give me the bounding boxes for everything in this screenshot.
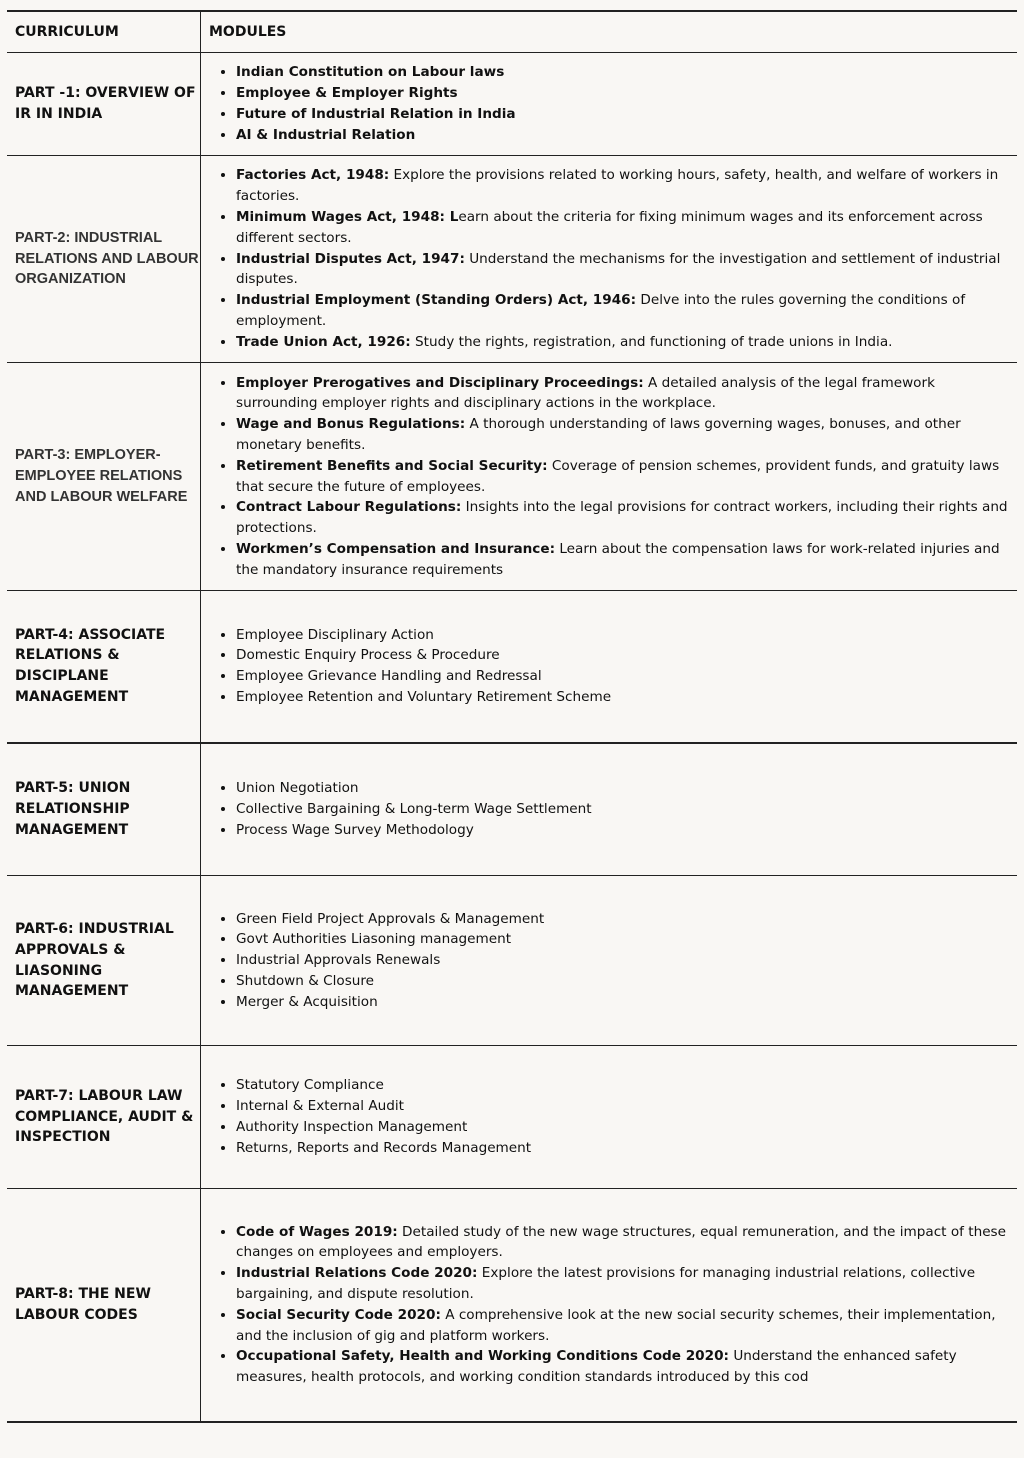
module-item-text: Learn about the compensation laws for work-related injuries and the mandatory insurance requirements [236,540,1000,578]
part-title: PART -1: OVERVIEW OF IR IN INDIA [7,53,201,156]
module-item-text: A thorough understanding of laws governing wages, bonuses, and other monetary benefits. [236,416,961,453]
table-row [7,53,1017,156]
table-row [7,156,1017,363]
module-list [209,625,1017,708]
module-item [236,62,1009,83]
module-item-text: Explore the latest provisions for managing industrial relations, collective bargaining, and dispute resolution. [236,1265,976,1302]
module-item-text: Domestic Enquiry Process & Procedure [236,647,500,664]
module-item [236,992,1009,1013]
module-item [236,778,1009,799]
module-item-heading: Trade Union Act, 1926: [236,333,411,350]
module-item-text: Shutdown & Closure [236,972,375,989]
module-item [236,1346,1009,1388]
module-item [236,456,1009,498]
module-item [236,373,1009,415]
module-item-text: A comprehensive look at the new social security schemes, their implementation, and the inclusion of gig and platform workers. [236,1306,996,1344]
module-item [236,625,1009,646]
module-list [209,1222,1017,1388]
module-item-text: Green Field Project Approvals & Management [236,910,545,927]
module-item-text: Employee Grievance Handling and Redressal [236,668,542,685]
module-item [236,125,1009,146]
module-item-heading: Factories Act, 1948: [236,167,390,184]
module-item-text: earn about the criteria for fixing minimum wages and its enforcement across different sectors. [236,209,983,246]
module-list [209,62,1017,145]
module-item-text: Returns, Reports and Records Management [236,1139,532,1156]
module-item-heading: Social Security Code 2020: [236,1306,441,1323]
module-item-text: Authority Inspection Management [236,1119,468,1135]
module-item [236,1117,1009,1138]
module-item-text: A detailed analysis of the legal framework surrounding employer rights and disciplinary actions in the workplace. [236,374,935,412]
module-item [236,820,1009,841]
module-item-text: Detailed study of the new wage structures, equal remuneration, and the impact of these changes on employees and employers. [236,1223,1006,1261]
module-item [236,1138,1009,1159]
module-list [209,373,1017,581]
modules-column-header: MODULES [201,11,1018,53]
module-item-text: Understand the mechanisms for the investigation and settlement of industrial disputes. [236,250,1001,288]
module-item [236,929,1009,950]
module-item [236,207,1009,249]
module-item-text: Study the rights, registration, and functioning of trade unions in India. [410,333,893,350]
curriculum-table [7,10,1017,1423]
module-item-heading: Employee & Employer Rights [236,85,458,102]
modules-cell [201,1046,1018,1189]
module-item-heading: Indian Constitution on Labour laws [236,64,505,81]
module-item-heading: Industrial Employment (Standing Orders) Act, 1946: [236,292,637,309]
part-title: PART-5: UNION RELATIONSHIP MANAGEMENT [7,743,201,876]
module-item [236,1075,1009,1096]
module-item-heading: Occupational Safety, Health and Working Conditions Code 2020: [236,1348,729,1365]
module-item-text: Union Negotiation [236,780,359,797]
module-item-text: Understand the enhanced safety measures, health protocols, and working condition standards introduced by this cod [236,1348,957,1386]
module-list [209,909,1017,1013]
modules-cell [201,876,1018,1046]
table-row [7,743,1017,876]
module-item [236,799,1009,820]
table-row [7,876,1017,1046]
module-item-text: Insights into the legal provisions for contract workers, including their rights and protections. [236,499,1008,537]
modules-cell [201,363,1018,591]
module-item [236,909,1009,930]
module-item [236,165,1009,207]
module-item [236,539,1009,581]
part-title: PART-7: LABOUR LAW COMPLIANCE, AUDIT & INSPECTION [7,1046,201,1189]
module-item [236,645,1009,666]
module-item-text: Process Wage Survey Methodology [236,821,474,838]
curriculum-column-header: CURRICULUM [7,11,201,53]
module-item-heading: Future of Industrial Relation in India [236,106,516,122]
module-item-text: Employee Retention and Voluntary Retirement Scheme [236,689,612,706]
module-item-text: Employee Disciplinary Action [236,626,434,643]
part-title: PART-6: INDUSTRIAL APPROVALS & LIASONING MANAGEMENT [7,876,201,1046]
module-item [236,1263,1009,1305]
module-list [209,165,1017,352]
module-item-text: Coverage of pension schemes, provident funds, and gratuity laws that secure the future of employees. [236,457,1000,495]
part-title: PART-4: ASSOCIATE RELATIONS & DISCIPLANE MANAGEMENT [7,591,201,743]
module-item [236,1305,1009,1347]
module-item [236,83,1009,104]
module-item-text: Industrial Approvals Renewals [236,952,441,969]
module-item-heading: Industrial Disputes Act, 1947: [236,250,465,267]
module-item [236,950,1009,971]
module-item [236,249,1009,291]
module-item-text: Statutory Compliance [236,1077,384,1094]
table-row [7,1189,1017,1422]
table-header-row [7,11,1017,53]
module-item-text: Delve into the rules governing the conditions of employment. [236,292,966,329]
modules-cell [201,156,1018,363]
module-item [236,414,1009,456]
module-item-text: Internal & External Audit [236,1098,405,1115]
table-row [7,363,1017,591]
module-item-text: Govt Authorities Liasoning management [236,931,512,948]
modules-cell [201,591,1018,743]
modules-cell [201,743,1018,876]
module-item-heading: Code of Wages 2019: [236,1223,398,1240]
module-item-text: Merger & Acquisition [236,993,378,1010]
module-item-heading: AI & Industrial Relation [236,126,416,143]
module-item [236,104,1009,125]
table-row [7,1046,1017,1189]
module-item [236,290,1009,332]
module-item [236,332,1009,353]
module-item [236,1096,1009,1117]
part-title: PART-8: THE NEW LABOUR CODES [7,1189,201,1422]
module-item-heading: Retirement Benefits and Social Security: [236,457,548,474]
modules-cell [201,1189,1018,1422]
module-item-text: Explore the provisions related to working hours, safety, health, and welfare of workers in factories. [236,167,999,205]
module-item [236,497,1009,539]
module-item-heading: Contract Labour Regulations: [236,499,462,516]
module-item [236,1222,1009,1264]
module-item [236,971,1009,992]
modules-cell [201,53,1018,156]
module-item-heading: Workmen’s Compensation and Insurance: [236,540,556,557]
module-item-heading: Industrial Relations Code 2020: [236,1265,478,1282]
module-item-heading: Minimum Wages Act, 1948: L [236,209,459,225]
table-row [7,591,1017,743]
part-title: PART-2: INDUSTRIAL RELATIONS AND LABOUR ORGANIZATION [7,156,201,363]
module-item-heading: Wage and Bonus Regulations: [236,416,466,433]
module-item-text: Collective Bargaining & Long-term Wage Settlement [236,800,592,817]
module-item [236,687,1009,708]
part-title: PART-3: EMPLOYER-EMPLOYEE RELATIONS AND LABOUR WELFARE [7,363,201,591]
module-item [236,666,1009,687]
module-item-heading: Employer Prerogatives and Disciplinary Proceedings: [236,374,644,391]
module-list [209,1075,1017,1158]
module-list [209,778,1017,840]
